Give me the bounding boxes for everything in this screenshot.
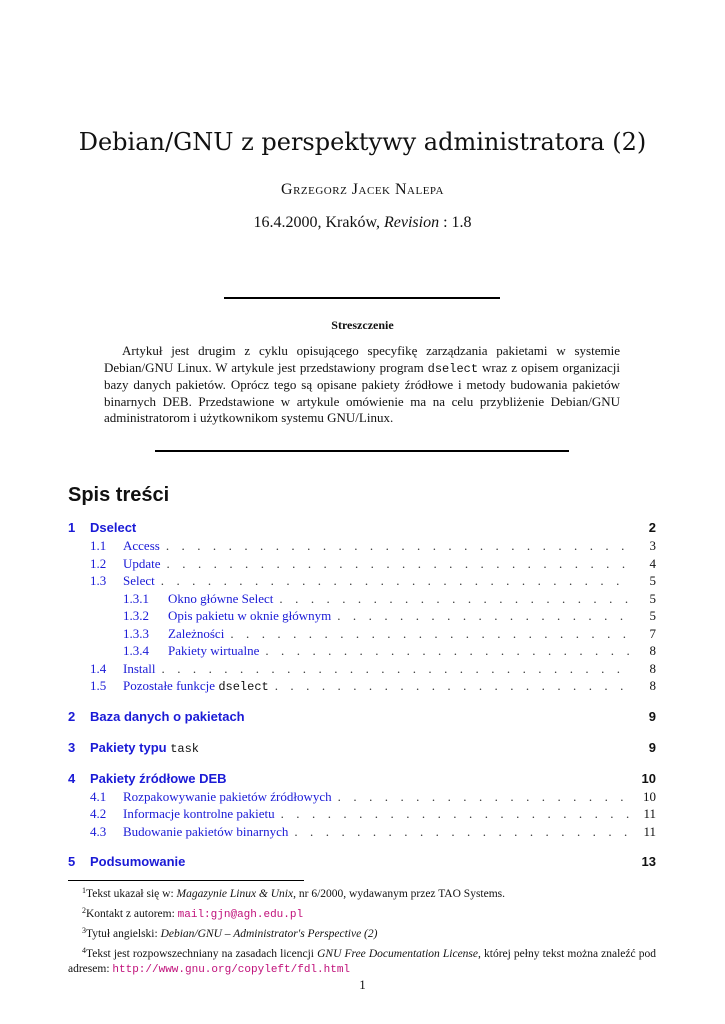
toc-heading: Spis treści [68, 484, 170, 506]
toc-page: 4 [649, 555, 656, 571]
toc-title[interactable]: Dselect [90, 520, 137, 535]
toc-number: 1.5 [90, 678, 107, 693]
toc-entry[interactable] [68, 740, 656, 758]
toc-number: 1.1 [90, 538, 107, 553]
toc-number: 3 [68, 739, 76, 755]
toc-entry[interactable] [68, 591, 656, 609]
footnote-mark: 2 [82, 905, 86, 915]
toc-page: 8 [649, 660, 656, 676]
toc-title[interactable]: Zależności [168, 625, 225, 641]
toc-page: 5 [649, 573, 656, 588]
toc-leader [167, 556, 630, 572]
footnote-text: , nr 6/2000, wydawanym przez TAO Systems. [293, 888, 506, 900]
toc-entry[interactable] [68, 661, 656, 679]
toc-number: 1 [68, 520, 76, 535]
toc-title-code: dselect [218, 680, 269, 694]
paper-title: Debian/GNU z perspektywy administratora (2) [78, 128, 647, 156]
abstract-text-2: wraz z opisem organizacji bazy danych pakietów. Oprócz tego są opisane pakiety źródłowe i metody budowania pakietów binarnych DEB. Przedstawione w artykule omówienie ma na celu przybliżenie Debian/GNU administratorom i użytkownikom systemu GNU/Linux. [104, 359, 620, 425]
abstract-bottom-rule [155, 450, 569, 452]
toc-leader [279, 591, 630, 607]
toc-leader [230, 626, 630, 642]
toc-title-text: Pakiety typu [90, 739, 171, 755]
paper-author: Grzegorz Jacek Nalepa [281, 181, 444, 198]
toc-entry[interactable] [68, 806, 656, 824]
footnote-italic: GNU Free Documentation License [317, 947, 479, 960]
abstract-text-1: Artykuł jest drugim z cyklu opisującego specyfikę zarządzania pakietami w systemie Debian/GNU Linux. W artykule jest przedstawiony program [104, 343, 620, 375]
toc-title[interactable] [90, 740, 199, 756]
abstract-body [104, 343, 620, 427]
footnote-mark: 4 [82, 945, 86, 955]
toc-number: 1.3 [90, 573, 107, 588]
toc-page: 9 [648, 708, 656, 724]
toc-entry[interactable] [68, 824, 656, 842]
toc-title[interactable]: Install [123, 660, 156, 676]
toc-leader [275, 678, 630, 694]
toc-leader [161, 573, 630, 589]
footnote-4 [68, 943, 656, 979]
toc-title[interactable]: Okno główne Select [168, 590, 274, 606]
toc-leader [294, 824, 630, 840]
toc-entry[interactable] [68, 678, 656, 696]
toc-leader [281, 806, 630, 822]
footnote-3 [68, 923, 656, 943]
toc-entry[interactable] [68, 520, 656, 538]
toc-page: 3 [649, 538, 656, 553]
date-text: 16.4.2000, Kraków, [253, 214, 384, 231]
email-link[interactable]: mail:gjn@agh.edu.pl [177, 908, 304, 921]
paper-date [0, 214, 725, 232]
toc-number: 4.2 [90, 806, 107, 821]
toc-number: 4.1 [90, 788, 107, 804]
toc-page: 8 [649, 678, 656, 693]
toc-number: 4 [68, 770, 76, 786]
footnote-text: , której pełny tekst można znaleźć pod adresem: [68, 947, 656, 975]
toc-entry[interactable] [68, 608, 656, 626]
toc-page: 5 [649, 590, 656, 606]
toc-title[interactable]: Rozpakowywanie pakietów źródłowych [123, 788, 332, 804]
toc-number: 5 [68, 854, 76, 869]
toc-number: 2 [68, 708, 76, 724]
toc-title[interactable]: Pakiety wirtualne [168, 643, 260, 658]
toc-title-code: task [170, 741, 200, 756]
revision-label: Revision [383, 214, 440, 231]
toc-entry[interactable] [68, 573, 656, 591]
footnote-italic: Magazynie Linux & Unix [176, 888, 294, 900]
toc-title[interactable]: Budowanie pakietów binarnych [123, 823, 289, 839]
license-url-link[interactable]: http://www.gnu.org/copyleft/fdl.html [112, 964, 351, 976]
toc-leader [338, 789, 630, 805]
toc-title[interactable]: Update [123, 555, 161, 571]
page-number: 1 [359, 977, 366, 992]
toc-leader [162, 661, 631, 677]
toc-entry[interactable] [68, 643, 656, 661]
footnote-text: Tytuł angielski: [86, 928, 161, 940]
toc-title[interactable]: Podsumowanie [90, 854, 186, 869]
toc-page: 11 [643, 823, 656, 839]
toc-number: 1.3.1 [123, 590, 149, 606]
toc-leader [337, 608, 630, 624]
toc-title-text: Pozostałe funkcje [123, 678, 219, 693]
toc-title[interactable]: Opis pakietu w oknie głównym [168, 608, 332, 623]
abstract-heading: Streszczenie [331, 318, 394, 332]
toc-title[interactable]: Baza danych o pakietach [90, 708, 245, 724]
toc-page: 7 [649, 625, 656, 641]
toc-title[interactable]: Select [123, 573, 155, 588]
toc-leader [166, 538, 630, 554]
toc-page: 9 [648, 739, 656, 755]
footnote-mark: 1 [82, 886, 86, 895]
footnote-rule [68, 880, 304, 881]
toc-number: 1.4 [90, 660, 107, 676]
toc-entry[interactable] [68, 538, 656, 556]
toc-entry[interactable] [68, 556, 656, 574]
toc-title[interactable] [123, 678, 269, 694]
toc-number: 1.3.4 [123, 643, 149, 658]
toc-page: 2 [648, 520, 656, 535]
toc-leader [265, 643, 630, 659]
footnote-text: Kontakt z autorem: [86, 907, 178, 920]
toc-number: 1.3.2 [123, 608, 149, 623]
toc-title[interactable]: Pakiety źródłowe DEB [90, 770, 227, 786]
toc-entry[interactable] [68, 854, 656, 872]
table-of-contents [68, 520, 656, 872]
toc-page: 11 [643, 806, 656, 821]
toc-page: 13 [641, 854, 656, 869]
toc-title[interactable]: Informacje kontrolne pakietu [123, 806, 275, 821]
toc-number: 1.2 [90, 555, 107, 571]
toc-page: 8 [649, 643, 656, 658]
toc-page: 5 [649, 608, 656, 623]
toc-title[interactable]: Access [123, 538, 160, 553]
toc-number: 4.3 [90, 823, 107, 839]
footnotes [68, 883, 656, 979]
footnote-mark: 3 [82, 926, 86, 935]
abstract-top-rule [224, 297, 500, 299]
toc-page: 10 [643, 788, 656, 804]
toc-entry[interactable] [68, 789, 656, 807]
footnote-1 [68, 883, 656, 903]
abstract-code: dselect [427, 361, 479, 376]
toc-number: 1.3.3 [123, 625, 149, 641]
footnote-2 [68, 903, 656, 924]
toc-entry[interactable] [68, 771, 656, 789]
footnote-text: Tekst ukazał się w: [86, 888, 177, 900]
footnote-text: Tekst jest rozpowszechniany na zasadach licencji [86, 947, 318, 960]
toc-entry[interactable] [68, 709, 656, 727]
toc-page: 10 [641, 770, 656, 786]
footnote-italic: Debian/GNU – Administrator's Perspective (2) [160, 928, 378, 940]
toc-entry[interactable] [68, 626, 656, 644]
revision-value: : 1.8 [439, 214, 472, 231]
